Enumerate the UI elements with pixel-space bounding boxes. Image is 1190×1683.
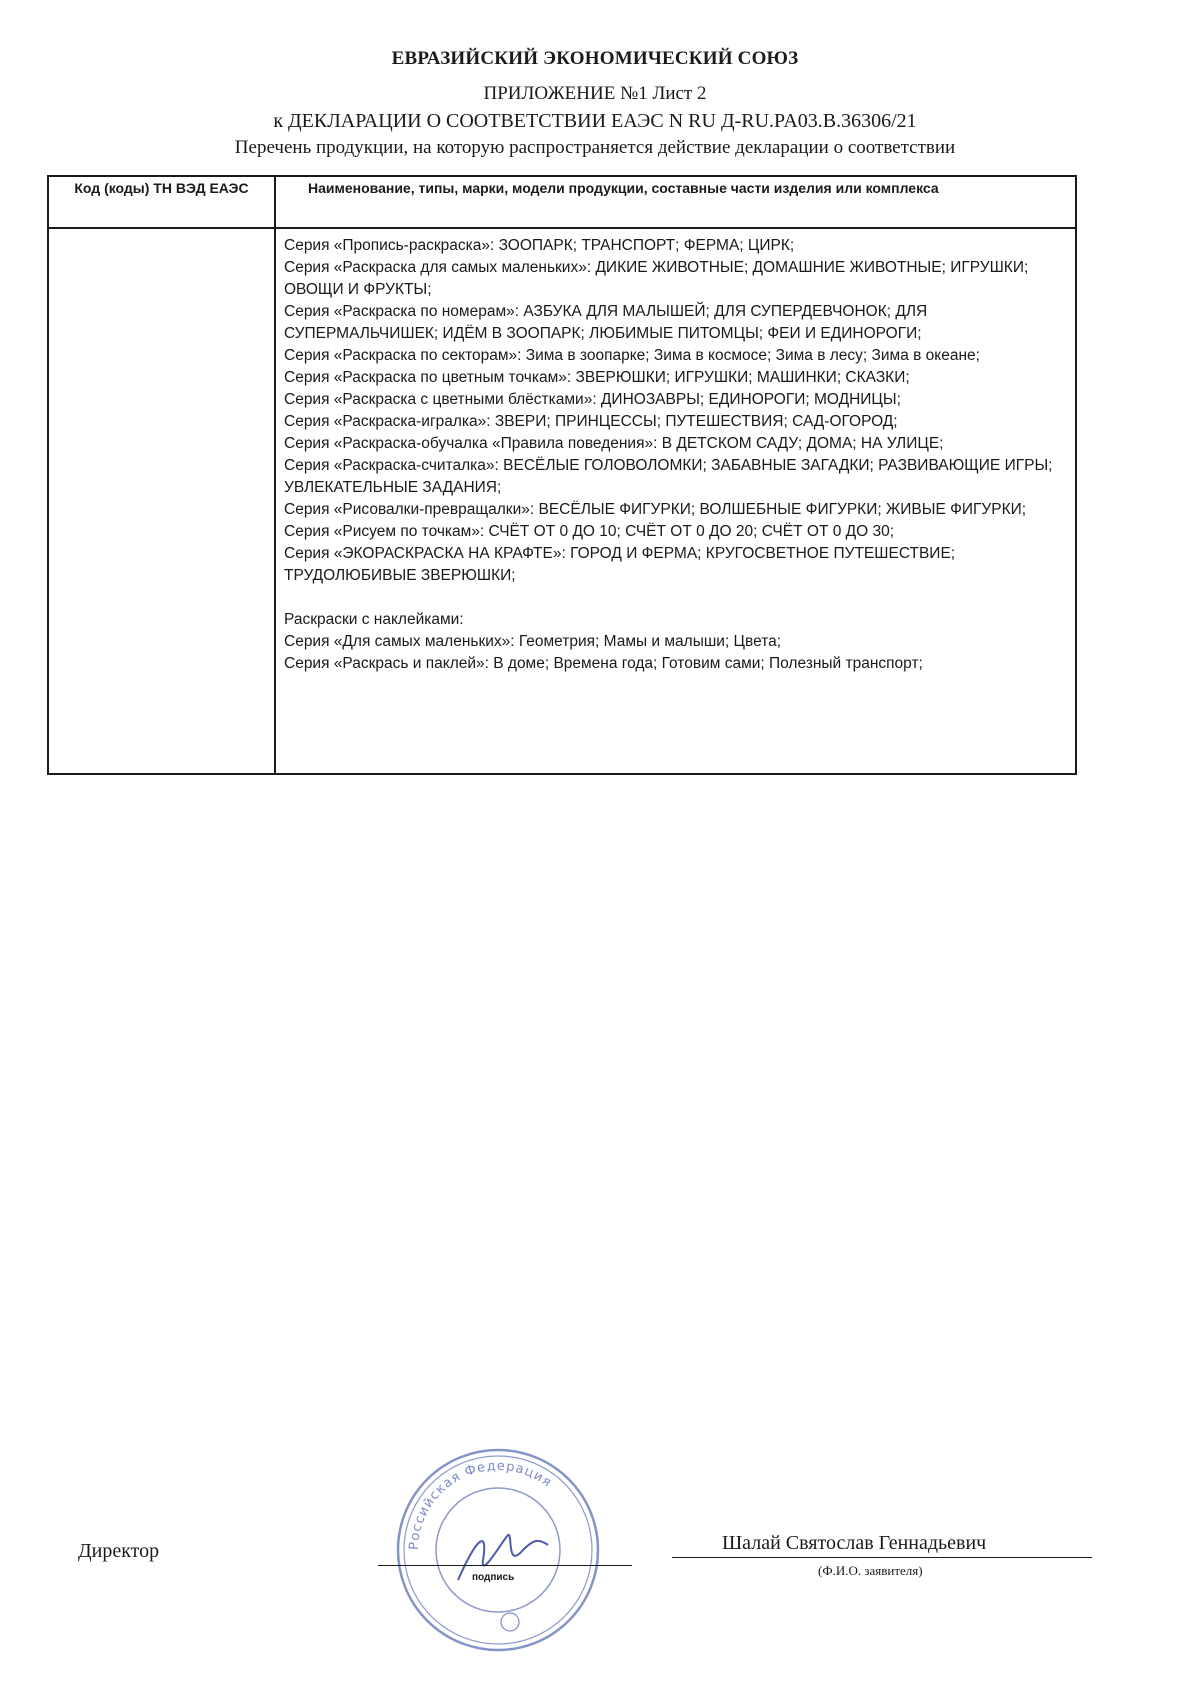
code-cell [48,228,275,774]
list-item: Серия «Рисуем по точкам»: СЧЁТ ОТ 0 ДО 10; СЧЁТ ОТ 0 ДО 20; СЧЁТ ОТ 0 ДО 30; [284,523,895,540]
products-cell [275,228,1076,774]
product-table [47,175,1077,775]
list-item: Серия «Рисовалки-превращалки»: ВЕСЁЛЫЕ ФИГУРКИ; ВОЛШЕБНЫЕ ФИГУРКИ; ЖИВЫЕ ФИГУРКИ; [284,501,1027,518]
stamp-lettering: Российская Федерация [406,1458,555,1551]
list-item: Серия «Раскраска по секторам»: Зима в зоопарке; Зима в космосе; Зима в лесу; Зима в океане; [284,347,980,364]
list-item: Серия «Раскраска с цветными блёстками»: ДИНОЗАВРЫ; ЕДИНОРОГИ; МОДНИЦЫ; [284,391,901,408]
name-line [672,1557,1092,1558]
list-item: Серия «Раскраска по номерам»: АЗБУКА ДЛЯ МАЛЫШЕЙ; ДЛЯ СУПЕРДЕВЧОНОК; ДЛЯ СУПЕРМАЛЬЧИШЕК; ИДЁМ В ЗООПАРК; ЛЮБИМЫЕ ПИТОМЦЫ; ФЕИ И ЕДИНОРОГИ; [284,303,928,342]
name-column-header: Наименование, типы, марки, модели продукции, составные части изделия или комплекса [275,176,1076,228]
list-item: Серия «Раскраска-считалка»: ВЕСЁЛЫЕ ГОЛОВОЛОМКИ; ЗАБАВНЫЕ ЗАГАДКИ; РАЗВИВАЮЩИЕ ИГРЫ; УВЛЕКАТЕЛЬНЫЕ ЗАДАНИЯ; [284,457,1053,496]
table-header-row [48,176,1076,228]
list-item: Серия «Для самых маленьких»: Геометрия; Мамы и малыши; Цвета; [284,633,782,650]
union-title: ЕВРАЗИЙСКИЙ ЭКОНОМИЧЕСКИЙ СОЮЗ [391,48,799,69]
name-caption: (Ф.И.О. заявителя) [818,1563,923,1578]
appendix-label: ПРИЛОЖЕНИЕ №1 Лист 2 [483,83,707,104]
signature-line [378,1565,632,1566]
official-stamp [388,1440,608,1660]
list-item: Серия «Раскрась и паклей»: В доме; Времена года; Готовим сами; Полезный транспорт; [284,655,923,672]
applicant-name: Шалай Святослав Геннадьевич [722,1532,987,1554]
spacer [284,587,1067,609]
list-item: Серия «Раскраска-игралка»: ЗВЕРИ; ПРИНЦЕССЫ; ПУТЕШЕСТВИЯ; САД-ОГОРОД; [284,413,898,430]
list-item: Серия «Раскраска-обучалка «Правила поведения»: В ДЕТСКОМ САДУ; ДОМА; НА УЛИЦЕ; [284,435,944,452]
director-label: Директор [78,1540,160,1562]
svg-text:Российская Федерация [407,1459,555,1550]
sticker-heading: Раскраски с наклейками: [284,611,464,628]
product-list-subtitle: Перечень продукции, на которую распространяется действие декларации о соответствии [234,137,956,158]
list-item: Серия «Пропись-раскраска»: ЗООПАРК; ТРАНСПОРТ; ФЕРМА; ЦИРК; [284,237,795,254]
declaration-number: к ДЕКЛАРАЦИИ О СООТВЕТСТВИИ ЕАЭС N RU Д-RU.PA03.B.36306/21 [273,110,917,132]
code-column-header: Код (коды) ТН ВЭД ЕАЭС [48,176,275,228]
list-item: Серия «Раскраска по цветным точкам»: ЗВЕРЮШКИ; ИГРУШКИ; МАШИНКИ; СКАЗКИ; [284,369,910,386]
list-item: Серия «Раскраска для самых маленьких»: ДИКИЕ ЖИВОТНЫЕ; ДОМАШНИЕ ЖИВОТНЫЕ; ИГРУШКИ; ОВОЩИ И ФРУКТЫ; [284,259,1029,298]
list-item: Серия «ЭКОРАСКРАСКА НА КРАФТЕ»: ГОРОД И ФЕРМА; КРУГОСВЕТНОЕ ПУТЕШЕСТВИЕ; ТРУДОЛЮБИВЫЕ ЗВЕРЮШКИ; [284,545,956,584]
table-row [48,228,1076,774]
signature-caption: подпись [472,1572,515,1583]
